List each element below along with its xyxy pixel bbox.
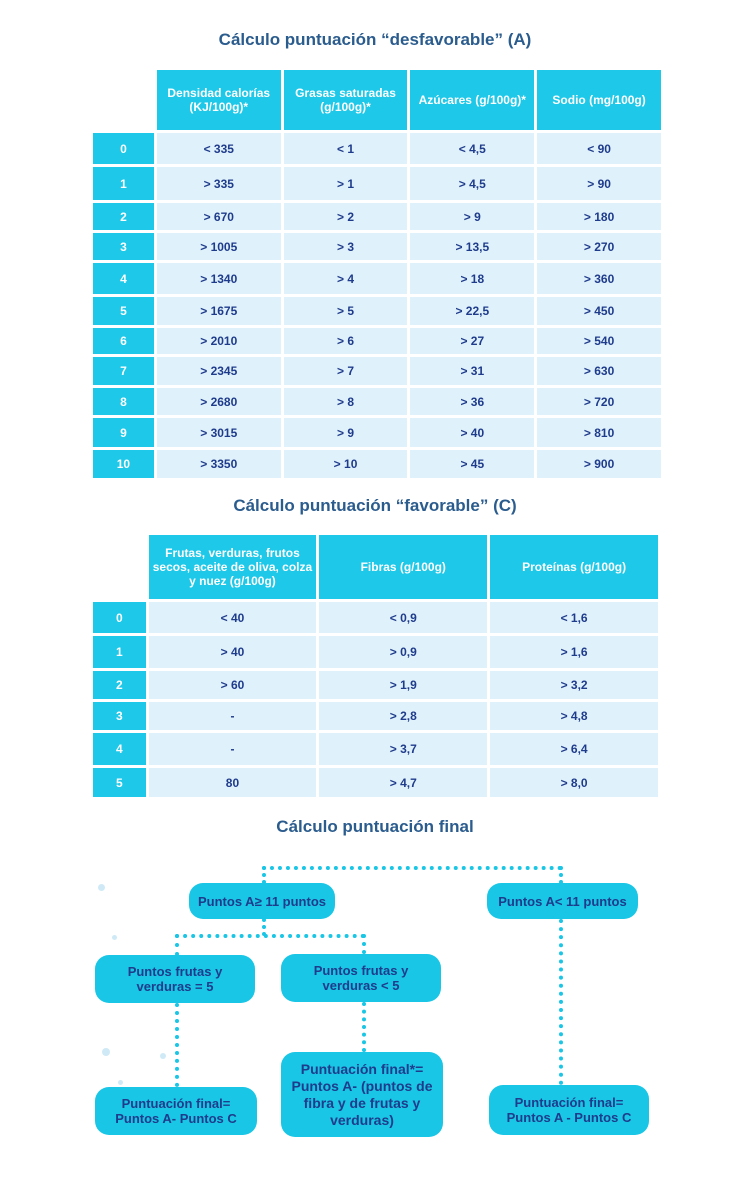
table-a-value-cell: > 450 <box>537 297 661 325</box>
table-a-value-cell: > 2010 <box>157 328 281 354</box>
table-a-value-cell: > 1 <box>284 167 408 200</box>
table-a-value-cell: > 45 <box>410 450 534 478</box>
table-a-header: Densidad calorías (KJ/100g)* <box>157 70 281 130</box>
table-c-points-cell: 2 <box>93 671 146 699</box>
table-a-value-cell: > 1340 <box>157 263 281 294</box>
table-a-value-cell: > 540 <box>537 328 661 354</box>
table-a-value-cell: > 8 <box>284 388 408 415</box>
table-a-value-cell: > 5 <box>284 297 408 325</box>
table-c-value-cell: > 40 <box>149 636 317 668</box>
table-c-value-cell: - <box>149 733 317 765</box>
table-a-points-cell: 1 <box>93 167 154 200</box>
table-a-value-cell: > 36 <box>410 388 534 415</box>
table-c-points-cell: 0 <box>93 602 146 633</box>
table-a-value-cell: > 6 <box>284 328 408 354</box>
table-a-row <box>93 203 661 230</box>
table-a-value-cell: > 270 <box>537 233 661 260</box>
table-a-value-cell: > 3350 <box>157 450 281 478</box>
table-c-value-cell: > 1,9 <box>319 671 487 699</box>
final-score-special-box: Puntuación final*= Puntos A- (puntos de fibra y de frutas y verduras) <box>281 1052 443 1137</box>
table-c-value-cell: - <box>149 702 317 730</box>
table-c-row <box>93 671 658 699</box>
table-a-value-cell: > 810 <box>537 418 661 447</box>
table-c-value-cell: > 60 <box>149 671 317 699</box>
table-c-row <box>93 636 658 668</box>
table-c-header: Proteínas (g/100g) <box>490 535 658 599</box>
connector-line <box>262 918 266 936</box>
table-a-value-cell: > 720 <box>537 388 661 415</box>
table-c-row <box>93 602 658 633</box>
table-a-value-cell: > 335 <box>157 167 281 200</box>
table-a-row <box>93 418 661 447</box>
table-c-corner <box>93 535 146 599</box>
table-c <box>90 532 661 800</box>
decor-dot <box>112 935 117 940</box>
table-a-row <box>93 167 661 200</box>
table-c-row <box>93 733 658 765</box>
table-c-value-cell: > 2,8 <box>319 702 487 730</box>
points-a-lt-11-box: Puntos A< 11 puntos <box>487 883 638 919</box>
table-a-value-cell: > 10 <box>284 450 408 478</box>
table-a-value-cell: > 3 <box>284 233 408 260</box>
table-a-value-cell: > 2 <box>284 203 408 230</box>
table-a-row <box>93 133 661 164</box>
table-a-value-cell: > 670 <box>157 203 281 230</box>
table-c-value-cell: > 4,7 <box>319 768 487 797</box>
table-a-points-cell: 4 <box>93 263 154 294</box>
table-a-header: Azúcares (g/100g)* <box>410 70 534 130</box>
table-a-points-cell: 2 <box>93 203 154 230</box>
fruits-lt-5-box: Puntos frutas y verduras < 5 <box>281 954 441 1002</box>
table-a-value-cell: > 630 <box>537 357 661 385</box>
connector-line <box>362 934 366 954</box>
table-a-points-cell: 7 <box>93 357 154 385</box>
table-a-value-cell: > 900 <box>537 450 661 478</box>
table-c-value-cell: < 1,6 <box>490 602 658 633</box>
table-c-value-cell: > 6,4 <box>490 733 658 765</box>
table-a-value-cell: < 335 <box>157 133 281 164</box>
table-c-value-cell: > 1,6 <box>490 636 658 668</box>
table-a-value-cell: > 180 <box>537 203 661 230</box>
table-c-value-cell: > 8,0 <box>490 768 658 797</box>
decor-dot <box>102 1048 110 1056</box>
table-a-value-cell: > 27 <box>410 328 534 354</box>
table-c-header: Fibras (g/100g) <box>319 535 487 599</box>
table-c-value-cell: > 3,7 <box>319 733 487 765</box>
table-a-row <box>93 357 661 385</box>
table-a-title: Cálculo puntuación “desfavorable” (A) <box>218 30 532 49</box>
connector-line <box>559 866 563 884</box>
table-a-row <box>93 233 661 260</box>
table-a-row <box>93 388 661 415</box>
table-c-value-cell: > 3,2 <box>490 671 658 699</box>
table-c-points-cell: 4 <box>93 733 146 765</box>
table-c-value-cell: > 4,8 <box>490 702 658 730</box>
points-a-ge-11-box: Puntos A≥ 11 puntos <box>189 883 335 919</box>
table-a-value-cell: < 90 <box>537 133 661 164</box>
decor-dot <box>118 1080 123 1085</box>
table-c-header: Frutas, verduras, frutos secos, aceite de oliva, colza y nuez (g/100g) <box>149 535 317 599</box>
table-a-header: Grasas saturadas (g/100g)* <box>284 70 408 130</box>
table-a-points-cell: 8 <box>93 388 154 415</box>
table-a-value-cell: > 360 <box>537 263 661 294</box>
connector-line <box>175 934 179 956</box>
table-a-value-cell: > 1005 <box>157 233 281 260</box>
final-score-right-box: Puntuación final= Puntos A - Puntos C <box>489 1085 649 1135</box>
connector-line <box>175 1003 179 1087</box>
table-a-value-cell: > 31 <box>410 357 534 385</box>
table-c-points-cell: 5 <box>93 768 146 797</box>
connector-line <box>175 934 365 938</box>
table-a-row <box>93 297 661 325</box>
table-a-value-cell: > 90 <box>537 167 661 200</box>
table-c-row <box>93 702 658 730</box>
decor-dot <box>98 884 105 891</box>
table-a-points-cell: 3 <box>93 233 154 260</box>
table-a <box>90 67 664 481</box>
table-a-value-cell: < 1 <box>284 133 408 164</box>
table-c-points-cell: 1 <box>93 636 146 668</box>
connector-line <box>262 866 562 870</box>
table-c-row <box>93 768 658 797</box>
decor-dot <box>160 1053 166 1059</box>
flow-title: Cálculo puntuación final <box>276 817 474 836</box>
table-a-value-cell: > 22,5 <box>410 297 534 325</box>
table-a-value-cell: > 18 <box>410 263 534 294</box>
table-c-title: Cálculo puntuación “favorable” (C) <box>233 496 517 515</box>
table-a-value-cell: > 3015 <box>157 418 281 447</box>
table-a-value-cell: < 4,5 <box>410 133 534 164</box>
final-score-left-box: Puntuación final= Puntos A- Puntos C <box>95 1087 257 1135</box>
table-a-value-cell: > 13,5 <box>410 233 534 260</box>
table-c-points-cell: 3 <box>93 702 146 730</box>
table-a-points-cell: 0 <box>93 133 154 164</box>
table-a-value-cell: > 4 <box>284 263 408 294</box>
table-a-value-cell: > 9 <box>284 418 408 447</box>
table-a-value-cell: > 40 <box>410 418 534 447</box>
table-a-value-cell: > 2680 <box>157 388 281 415</box>
connector-line <box>362 1002 366 1052</box>
table-c-value-cell: 80 <box>149 768 317 797</box>
table-a-header: Sodio (mg/100g) <box>537 70 661 130</box>
connector-line <box>262 866 266 884</box>
table-c-value-cell: > 0,9 <box>319 636 487 668</box>
connector-line <box>559 919 563 1085</box>
table-a-value-cell: > 4,5 <box>410 167 534 200</box>
table-a-value-cell: > 2345 <box>157 357 281 385</box>
table-a-value-cell: > 1675 <box>157 297 281 325</box>
table-a-corner <box>93 70 154 130</box>
table-a-row <box>93 263 661 294</box>
table-a-value-cell: > 7 <box>284 357 408 385</box>
table-a-points-cell: 10 <box>93 450 154 478</box>
table-a-value-cell: > 9 <box>410 203 534 230</box>
table-a-points-cell: 9 <box>93 418 154 447</box>
table-c-value-cell: < 40 <box>149 602 317 633</box>
table-c-value-cell: < 0,9 <box>319 602 487 633</box>
fruits-eq-5-box: Puntos frutas y verduras = 5 <box>95 955 255 1003</box>
table-a-points-cell: 6 <box>93 328 154 354</box>
table-a-points-cell: 5 <box>93 297 154 325</box>
table-a-row <box>93 450 661 478</box>
table-a-row <box>93 328 661 354</box>
